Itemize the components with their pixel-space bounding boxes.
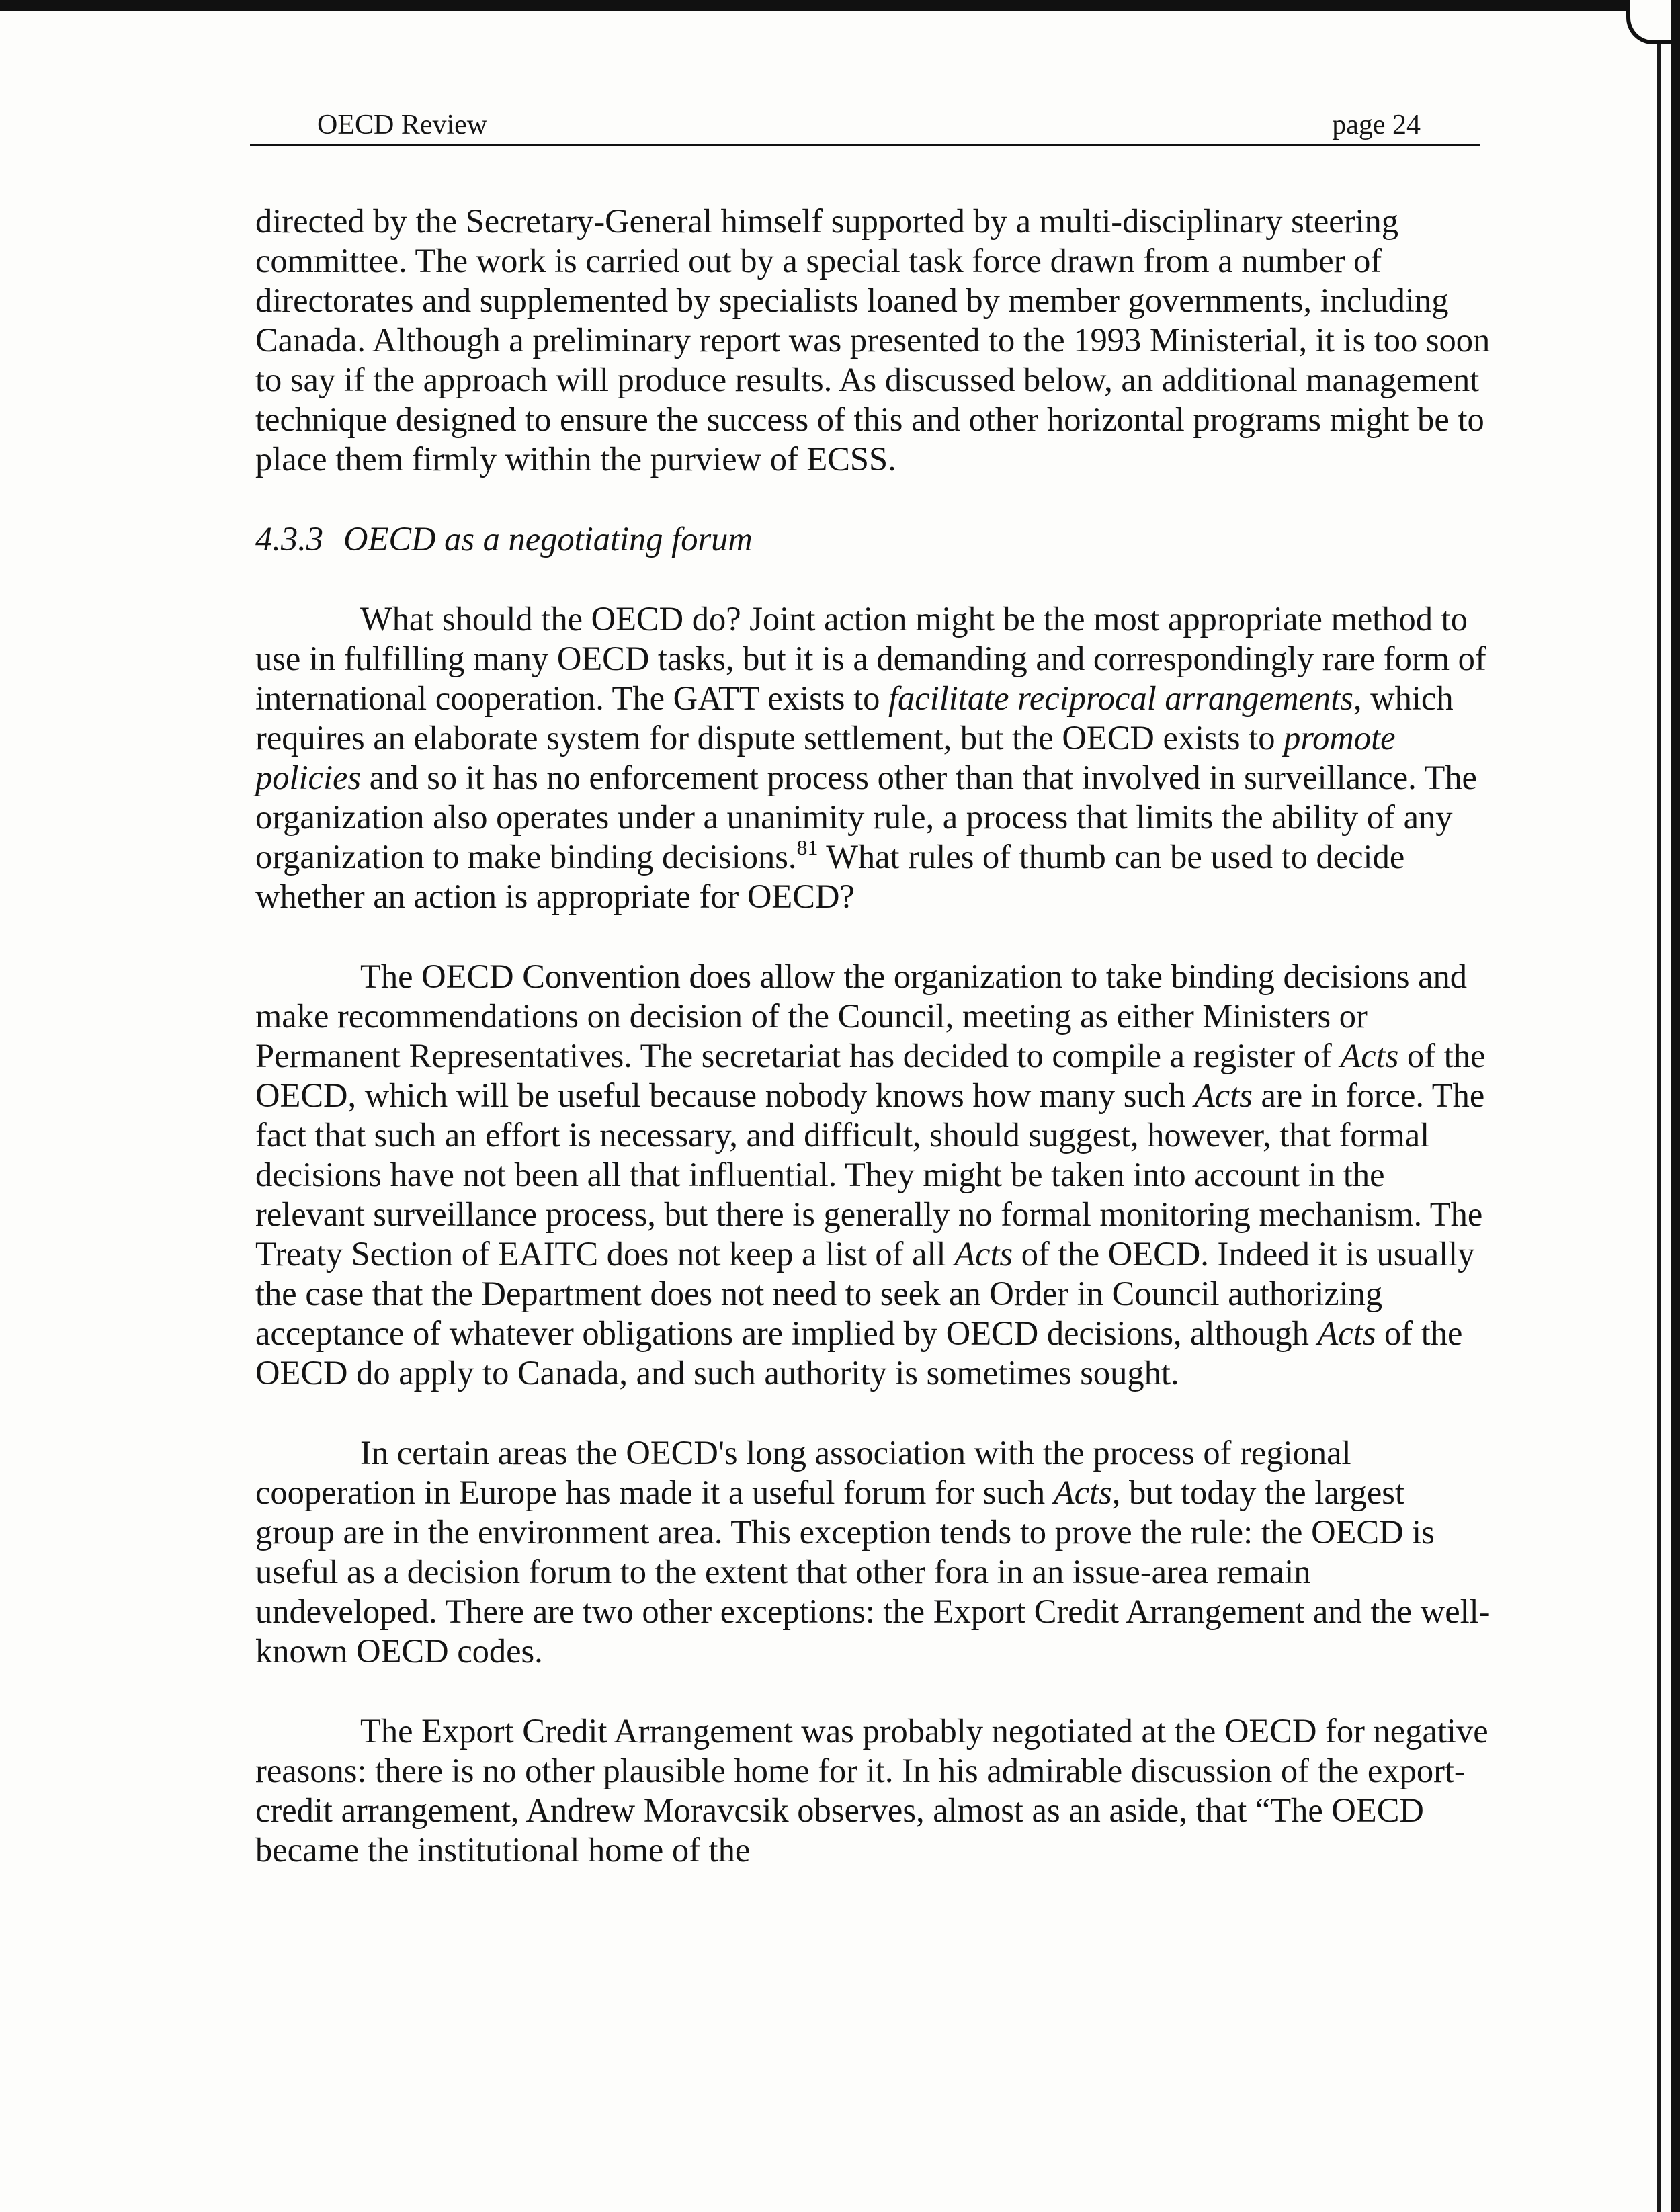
paragraph-4 (255, 1433, 1492, 1671)
paragraph-2-text-1: What should the OECD do? Joint action might be the most appropriate method to use in fulfilling many OECD tasks, but it is a demanding and correspondingly rare form of international cooperation. The GATT exists to (255, 600, 1486, 717)
section-title: OECD as a negotiating forum (343, 520, 753, 558)
scan-binding-line (1657, 27, 1661, 2212)
header-title: OECD Review (317, 110, 488, 140)
paragraph-1: directed by the Secretary-General himself supported by a multi-disciplinary steering committee. The work is carried out by a special task force drawn from a number of directorates and supplemented by specialists loaned by member governments, including Canada. Although a preliminary report was presented to the 1993 Ministerial, it is too soon to say if the approach will produce results. As discussed below, an additional management technique designed to ensure the success of this and other horizontal programs might be to place them firmly within the purview of ECSS. (255, 202, 1490, 478)
paragraph-2-text-2: , which requires an elaborate system for dispute settlement, but the OECD exists to (255, 679, 1454, 757)
paragraph-3 (255, 957, 1492, 1393)
paragraph-3-emphasis-1: Acts (1340, 1037, 1399, 1074)
paragraph-2-emphasis-2: promote policies (255, 719, 1396, 796)
page-number: page 24 (1332, 110, 1421, 140)
page-header (250, 101, 1480, 146)
paragraph-3-text-5: of the OECD do apply to Canada, and such authority is sometimes sought. (255, 1314, 1463, 1392)
paragraph-3-emphasis-2: Acts (1193, 1076, 1253, 1114)
paragraph-3-text-2: of the OECD, which will be useful because nobody knows how many such (255, 1037, 1486, 1114)
paragraph-3-emphasis-4: Acts (1317, 1314, 1376, 1352)
scan-top-edge (0, 0, 1640, 11)
paragraph-4-text-2: , but today the largest group are in the environment area. This exception tends to prove the rule: the OECD is useful as a decision forum to the extent that other fora in an issue-area remain undeveloped. There are two other exceptions: the Export Credit Arrangement and the well-known OECD codes. (255, 1474, 1490, 1670)
paragraph-4-text-1: In certain areas the OECD's long association with the process of regional cooperation in Europe has made it a useful forum for such (255, 1434, 1351, 1511)
paragraph-3-text-1: The OECD Convention does allow the organization to take binding decisions and make recommendations on decision of the Council, meeting as either Ministers or Permanent Representatives. The secretariat has decided to compile a register of (255, 958, 1468, 1074)
paragraph-2-text-4: What rules of thumb can be used to decide whether an action is appropriate for OECD? (255, 838, 1405, 915)
page-body (255, 202, 1492, 1910)
section-number: 4.3.3 (255, 520, 323, 558)
paragraph-2-emphasis-1: facilitate reciprocal arrangements (888, 679, 1353, 717)
section-heading (255, 519, 1492, 559)
scan-corner-mark (1626, 0, 1671, 44)
paragraph-2-text-3: and so it has no enforcement process other than that involved in surveillance. The organization also operates under a unanimity rule, a process that limits the ability of any organization to make binding decisions. (255, 759, 1477, 876)
paragraph-4-emphasis-1: Acts (1053, 1474, 1112, 1511)
scan-right-edge (1671, 0, 1680, 2212)
paragraph-3-emphasis-3: Acts (954, 1235, 1013, 1273)
paragraph-5: The Export Credit Arrangement was probably negotiated at the OECD for negative reasons: there is no other plausible home for it. In his admirable discussion of the export-credit arrangement, Andrew Moravcsik observes, almost as an aside, that “The OECD became the institutional home of the (255, 1712, 1488, 1869)
paragraph-3-text-3: are in force. The fact that such an effort is necessary, and difficult, should suggest, however, that formal decisions have not been all that influential. They might be taken into account in the relevant surveillance process, but there is generally no formal monitoring mechanism. The Treaty Section of EAITC does not keep a list of all (255, 1076, 1485, 1273)
footnote-ref-81: 81 (796, 835, 818, 859)
paragraph-3-text-4: of the OECD. Indeed it is usually the case that the Department does not need to seek an Order in Council authorizing acceptance of whatever obligations are implied by OECD decisions, although (255, 1235, 1475, 1352)
paragraph-2 (255, 599, 1492, 917)
